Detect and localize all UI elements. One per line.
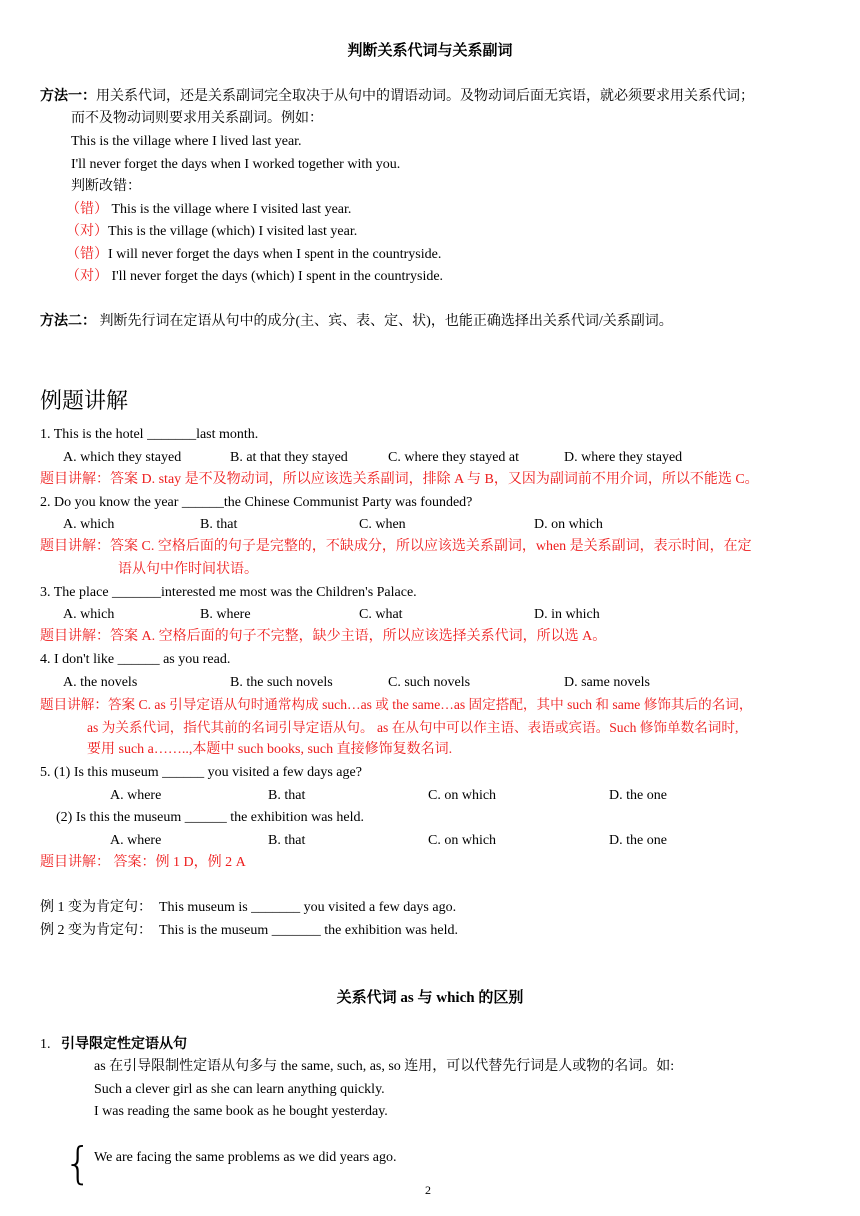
question-4-option-d: D. same novels bbox=[564, 675, 650, 690]
question-5-1-option-a: A. where bbox=[110, 788, 162, 803]
right-tag: （对） bbox=[66, 269, 108, 284]
page-number: 2 bbox=[425, 1183, 431, 1197]
question-4-option-a: A. the novels bbox=[63, 675, 138, 690]
method-one-line bbox=[40, 87, 754, 107]
question-3-option-c: C. what bbox=[359, 607, 403, 622]
question-5-1-option-d: D. the one bbox=[609, 788, 667, 803]
right-sentence: I'll never forget the days (which) I spent in the countryside. bbox=[108, 269, 444, 284]
question-2-stem: 2. Do you know the year ______the Chinese Communist Party was founded? bbox=[40, 495, 473, 510]
subsection-1-line-2: Such a clever girl as she can learn anything quickly. bbox=[94, 1082, 385, 1097]
question-5-2-option-b: B. that bbox=[268, 833, 306, 848]
subsection-1-number: 1. bbox=[40, 1037, 51, 1052]
subsection-1-line-3: I was reading the same book as he bought yesterday. bbox=[94, 1104, 388, 1119]
method-one-label: 方法一： bbox=[40, 89, 96, 104]
right-example-1 bbox=[66, 222, 357, 242]
question-1-option-d: D. where they stayed bbox=[564, 450, 683, 465]
method-two-text: 判断先行词在定语从句中的成分(主、宾、表、定、状)，也能正确选择出关系代词/关系副词。 bbox=[96, 314, 673, 329]
question-2-explanation: 题目讲解：答案 C. 空格后面的句子是完整的，不缺成分，所以应该选关系副词，when 是关系副词，表示时间，在定 bbox=[40, 539, 752, 554]
question-4-explanation-cont-2: 要用 such a……..,本题中 such books, such 直接修饰复数名词. bbox=[87, 742, 453, 757]
section-title-relative-pronoun-adverb: 判断关系代词与关系副词 bbox=[347, 43, 513, 59]
question-3-option-b: B. where bbox=[200, 607, 251, 622]
right-sentence: This is the village (which) I visited last year. bbox=[108, 224, 358, 239]
question-2-option-a: A. which bbox=[63, 517, 115, 532]
question-4-option-c: C. such novels bbox=[388, 675, 471, 690]
question-5-2-option-a: A. where bbox=[110, 833, 162, 848]
question-2-explanation-cont: 语从句中作时间状语。 bbox=[118, 562, 258, 577]
wrong-sentence: I will never forget the days when I spent in the countryside. bbox=[108, 247, 442, 262]
question-1-option-c: C. where they stayed at bbox=[388, 450, 520, 465]
question-4-stem: 4. I don't like ______ as you read. bbox=[40, 652, 231, 667]
method-two-label: 方法二： bbox=[40, 314, 96, 329]
subsection-1-line-1: as 在引导限制性定语从句多与 the same, such, as, so 连用，可以代替先行词是人或物的名词。如: bbox=[94, 1059, 675, 1074]
wrong-example-1 bbox=[66, 200, 351, 220]
method-one-text: 用关系代词，还是关系副词完全取决于从句中的谓语动词。及物动词后面无宾语，就必须要求用关系代词； bbox=[96, 89, 754, 104]
question-4-explanation: 题目讲解：答案 C. as 引导定语从句时通常构成 such…as 或 the same…as 固定搭配，其中 such 和 same 修饰其后的名词， bbox=[40, 697, 753, 712]
question-1-option-a: A. which they stayed bbox=[63, 450, 182, 465]
method-one-example-2: I'll never forget the days when I worked together with you. bbox=[71, 157, 401, 172]
question-2-option-d: D. on which bbox=[534, 517, 603, 532]
question-2-option-c: C. when bbox=[359, 517, 406, 532]
question-3-explanation: 题目讲解：答案 A. 空格后面的句子不完整，缺少主语，所以应该选择关系代词，所以选 A。 bbox=[40, 629, 607, 644]
left-brace-icon: { bbox=[64, 1138, 92, 1189]
wrong-sentence: This is the village where I visited last year. bbox=[108, 202, 352, 217]
subsection-1-heading bbox=[40, 1035, 187, 1055]
method-one-continuation: 而不及物动词则要求用关系副词。例如： bbox=[71, 111, 323, 126]
question-5-explanation: 题目讲解： 答案：例 1 D，例 2 A bbox=[40, 855, 246, 870]
example-2-label: 例 2 变为肯定句： bbox=[40, 923, 152, 938]
example-1-affirmative bbox=[40, 898, 456, 918]
question-5-stem-2: (2) Is this the museum ______ the exhibition was held. bbox=[56, 810, 364, 825]
example-1-label: 例 1 变为肯定句： bbox=[40, 900, 152, 915]
question-5-1-option-c: C. on which bbox=[428, 788, 497, 803]
wrong-tag: （错） bbox=[66, 247, 108, 262]
question-5-2-option-d: D. the one bbox=[609, 833, 667, 848]
question-5-1-option-b: B. that bbox=[268, 788, 306, 803]
method-two-line bbox=[40, 312, 673, 332]
method-one-example-1: This is the village where I lived last year. bbox=[71, 134, 302, 149]
wrong-tag: （错） bbox=[66, 202, 108, 217]
question-4-explanation-cont-1: as 为关系代词，指代其前的名词引导定语从句。 as 在从句中可以作主语、表语或宾语。Such 修饰单数名词时, bbox=[87, 720, 739, 735]
section-title-as-vs-which: 关系代词 as 与 which 的区别 bbox=[336, 990, 524, 1006]
subsection-1-title: 引导限定性定语从句 bbox=[61, 1037, 187, 1052]
wrong-example-2 bbox=[66, 245, 441, 265]
example-1-sentence: This museum is _______ you visited a few days ago. bbox=[159, 900, 457, 915]
question-5-stem-1: 5. (1) Is this museum ______ you visited a few days age? bbox=[40, 765, 362, 780]
question-5-2-option-c: C. on which bbox=[428, 833, 497, 848]
example-2-sentence: This is the museum _______ the exhibition was held. bbox=[159, 923, 459, 938]
question-3-option-a: A. which bbox=[63, 607, 115, 622]
question-4-option-b: B. the such novels bbox=[230, 675, 333, 690]
question-3-option-d: D. in which bbox=[534, 607, 600, 622]
judge-correction-label: 判断改错： bbox=[71, 179, 141, 194]
question-2-option-b: B. that bbox=[200, 517, 238, 532]
right-example-2 bbox=[66, 267, 443, 287]
example-2-affirmative bbox=[40, 921, 458, 941]
question-1-stem: 1. This is the hotel _______last month. bbox=[40, 427, 259, 442]
right-tag: （对） bbox=[66, 224, 108, 239]
question-1-explanation: 题目讲解：答案 D. stay 是不及物动词，所以应该选关系副词，排除 A 与 B，又因为副词前不用介词，所以不能选 C。 bbox=[40, 472, 759, 487]
subsection-1-line-4: We are facing the same problems as we did years ago. bbox=[94, 1150, 397, 1165]
question-1-option-b: B. at that they stayed bbox=[230, 450, 348, 465]
example-explanation-heading: 例题讲解 bbox=[40, 389, 129, 414]
question-3-stem: 3. The place _______interested me most was the Children's Palace. bbox=[40, 585, 417, 600]
